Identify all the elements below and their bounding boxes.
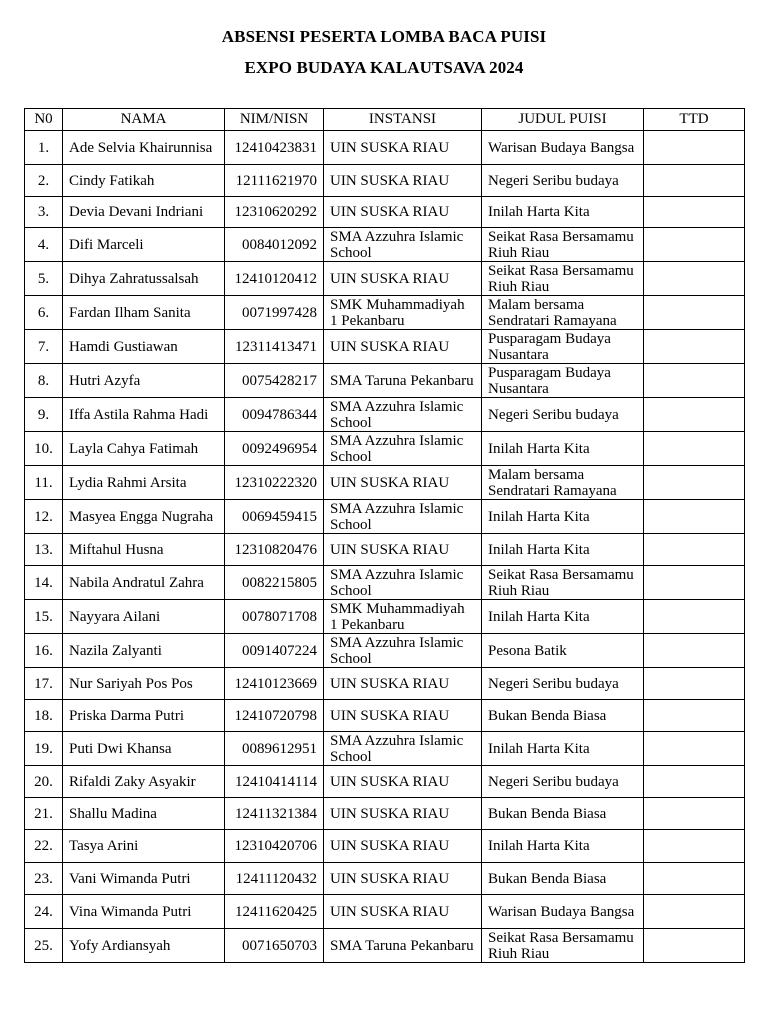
table-row: [25, 165, 745, 197]
table-row: [25, 330, 745, 364]
header-ttd: TTD: [644, 109, 745, 131]
nim-nisn: 12411120432: [225, 863, 324, 895]
institution: UIN SUSKA RIAU: [324, 534, 482, 566]
institution: UIN SUSKA RIAU: [324, 668, 482, 700]
signature-cell: [644, 700, 745, 732]
nim-nisn: 0091407224: [225, 634, 324, 668]
participant-name: Nabila Andratul Zahra: [63, 566, 225, 600]
participant-name: Priska Darma Putri: [63, 700, 225, 732]
nim-nisn: 0075428217: [225, 364, 324, 398]
institution: SMA Taruna Pekanbaru: [324, 364, 482, 398]
poem-title: Pusparagam Budaya Nusantara: [482, 364, 644, 398]
signature-cell: [644, 798, 745, 830]
nim-nisn: 12410720798: [225, 700, 324, 732]
nim-nisn: 12410414114: [225, 766, 324, 798]
poem-title: Malam bersama Sendratari Ramayana: [482, 296, 644, 330]
row-number: 9.: [25, 398, 63, 432]
participant-name: Difi Marceli: [63, 228, 225, 262]
row-number: 3.: [25, 197, 63, 228]
institution: UIN SUSKA RIAU: [324, 798, 482, 830]
poem-title: Bukan Benda Biasa: [482, 863, 644, 895]
signature-cell: [644, 929, 745, 963]
row-number: 10.: [25, 432, 63, 466]
table-row: [25, 566, 745, 600]
institution: UIN SUSKA RIAU: [324, 197, 482, 228]
row-number: 4.: [25, 228, 63, 262]
nim-nisn: 12311413471: [225, 330, 324, 364]
signature-cell: [644, 398, 745, 432]
institution: SMA Azzuhra Islamic School: [324, 566, 482, 600]
header-judul: JUDUL PUISI: [482, 109, 644, 131]
row-number: 25.: [25, 929, 63, 963]
poem-title: Seikat Rasa Bersamamu Riuh Riau: [482, 566, 644, 600]
signature-cell: [644, 131, 745, 165]
participant-name: Nayyara Ailani: [63, 600, 225, 634]
nim-nisn: 12310820476: [225, 534, 324, 566]
signature-cell: [644, 732, 745, 766]
nim-nisn: 12310620292: [225, 197, 324, 228]
row-number: 8.: [25, 364, 63, 398]
nim-nisn: 12411620425: [225, 895, 324, 929]
poem-title: Inilah Harta Kita: [482, 600, 644, 634]
table-row: [25, 432, 745, 466]
signature-cell: [644, 432, 745, 466]
poem-title: Inilah Harta Kita: [482, 432, 644, 466]
table-row: [25, 131, 745, 165]
institution: UIN SUSKA RIAU: [324, 863, 482, 895]
institution: UIN SUSKA RIAU: [324, 330, 482, 364]
table-row: [25, 732, 745, 766]
nim-nisn: 12410123669: [225, 668, 324, 700]
poem-title: Inilah Harta Kita: [482, 830, 644, 863]
signature-cell: [644, 296, 745, 330]
row-number: 7.: [25, 330, 63, 364]
signature-cell: [644, 600, 745, 634]
signature-cell: [644, 830, 745, 863]
poem-title: Warisan Budaya Bangsa: [482, 131, 644, 165]
poem-title: Seikat Rasa Bersamamu Riuh Riau: [482, 262, 644, 296]
poem-title: Bukan Benda Biasa: [482, 798, 644, 830]
row-number: 24.: [25, 895, 63, 929]
nim-nisn: 0094786344: [225, 398, 324, 432]
institution: UIN SUSKA RIAU: [324, 466, 482, 500]
header-instansi: INSTANSI: [324, 109, 482, 131]
poem-title: Malam bersama Sendratari Ramayana: [482, 466, 644, 500]
institution: SMA Azzuhra Islamic School: [324, 634, 482, 668]
row-number: 11.: [25, 466, 63, 500]
signature-cell: [644, 500, 745, 534]
participant-name: Puti Dwi Khansa: [63, 732, 225, 766]
header-no: N0: [25, 109, 63, 131]
participant-name: Fardan Ilham Sanita: [63, 296, 225, 330]
poem-title: Seikat Rasa Bersamamu Riuh Riau: [482, 228, 644, 262]
institution: UIN SUSKA RIAU: [324, 165, 482, 197]
institution: SMK Muhammadiyah 1 Pekanbaru: [324, 296, 482, 330]
header-nama: NAMA: [63, 109, 225, 131]
row-number: 6.: [25, 296, 63, 330]
document-subtitle: EXPO BUDAYA KALAUTSAVA 2024: [244, 58, 524, 77]
signature-cell: [644, 364, 745, 398]
nim-nisn: 12410120412: [225, 262, 324, 296]
table-row: [25, 534, 745, 566]
table-row: [25, 262, 745, 296]
table-row: [25, 500, 745, 534]
participant-name: Layla Cahya Fatimah: [63, 432, 225, 466]
poem-title: Negeri Seribu budaya: [482, 766, 644, 798]
poem-title: Bukan Benda Biasa: [482, 700, 644, 732]
table-row: [25, 398, 745, 432]
nim-nisn: 12411321384: [225, 798, 324, 830]
nim-nisn: 0084012092: [225, 228, 324, 262]
table-row: [25, 634, 745, 668]
document-title: ABSENSI PESERTA LOMBA BACA PUISI: [221, 27, 547, 46]
signature-cell: [644, 668, 745, 700]
nim-nisn: 12310222320: [225, 466, 324, 500]
participant-name: Nur Sariyah Pos Pos: [63, 668, 225, 700]
signature-cell: [644, 466, 745, 500]
poem-title: Inilah Harta Kita: [482, 500, 644, 534]
participant-name: Shallu Madina: [63, 798, 225, 830]
row-number: 13.: [25, 534, 63, 566]
signature-cell: [644, 228, 745, 262]
participant-name: Iffa Astila Rahma Hadi: [63, 398, 225, 432]
attendance-table: [24, 108, 745, 963]
poem-title: Pesona Batik: [482, 634, 644, 668]
poem-title: Inilah Harta Kita: [482, 534, 644, 566]
institution: SMA Azzuhra Islamic School: [324, 228, 482, 262]
poem-title: Inilah Harta Kita: [482, 732, 644, 766]
row-number: 18.: [25, 700, 63, 732]
table-row: [25, 466, 745, 500]
participant-name: Rifaldi Zaky Asyakir: [63, 766, 225, 798]
table-row: [25, 798, 745, 830]
signature-cell: [644, 766, 745, 798]
institution: UIN SUSKA RIAU: [324, 131, 482, 165]
table-row: [25, 895, 745, 929]
row-number: 16.: [25, 634, 63, 668]
participant-name: Yofy Ardiansyah: [63, 929, 225, 963]
nim-nisn: 0071650703: [225, 929, 324, 963]
table-row: [25, 863, 745, 895]
row-number: 5.: [25, 262, 63, 296]
poem-title: Negeri Seribu budaya: [482, 398, 644, 432]
nim-nisn: 0078071708: [225, 600, 324, 634]
poem-title: Negeri Seribu budaya: [482, 165, 644, 197]
signature-cell: [644, 197, 745, 228]
institution: UIN SUSKA RIAU: [324, 766, 482, 798]
table-row: [25, 668, 745, 700]
poem-title: Pusparagam Budaya Nusantara: [482, 330, 644, 364]
poem-title: Inilah Harta Kita: [482, 197, 644, 228]
header-nim: NIM/NISN: [225, 109, 324, 131]
table-row: [25, 296, 745, 330]
row-number: 14.: [25, 566, 63, 600]
nim-nisn: 0069459415: [225, 500, 324, 534]
table-row: [25, 197, 745, 228]
participant-name: Hutri Azyfa: [63, 364, 225, 398]
signature-cell: [644, 863, 745, 895]
signature-cell: [644, 634, 745, 668]
nim-nisn: 0089612951: [225, 732, 324, 766]
participant-name: Cindy Fatikah: [63, 165, 225, 197]
row-number: 21.: [25, 798, 63, 830]
participant-name: Miftahul Husna: [63, 534, 225, 566]
nim-nisn: 12111621970: [225, 165, 324, 197]
participant-name: Devia Devani Indriani: [63, 197, 225, 228]
row-number: 2.: [25, 165, 63, 197]
institution: SMK Muhammadiyah 1 Pekanbaru: [324, 600, 482, 634]
participant-name: Vina Wimanda Putri: [63, 895, 225, 929]
table-row: [25, 766, 745, 798]
table-row: [25, 929, 745, 963]
participant-name: Nazila Zalyanti: [63, 634, 225, 668]
institution: UIN SUSKA RIAU: [324, 262, 482, 296]
row-number: 20.: [25, 766, 63, 798]
nim-nisn: 12310420706: [225, 830, 324, 863]
institution: SMA Azzuhra Islamic School: [324, 398, 482, 432]
row-number: 1.: [25, 131, 63, 165]
nim-nisn: 0092496954: [225, 432, 324, 466]
table-row: [25, 830, 745, 863]
participant-name: Hamdi Gustiawan: [63, 330, 225, 364]
row-number: 12.: [25, 500, 63, 534]
row-number: 22.: [25, 830, 63, 863]
participant-name: Vani Wimanda Putri: [63, 863, 225, 895]
participant-name: Ade Selvia Khairunnisa: [63, 131, 225, 165]
participant-name: Lydia Rahmi Arsita: [63, 466, 225, 500]
institution: UIN SUSKA RIAU: [324, 700, 482, 732]
row-number: 15.: [25, 600, 63, 634]
institution: SMA Azzuhra Islamic School: [324, 432, 482, 466]
institution: UIN SUSKA RIAU: [324, 830, 482, 863]
poem-title: Warisan Budaya Bangsa: [482, 895, 644, 929]
row-number: 23.: [25, 863, 63, 895]
table-row: [25, 600, 745, 634]
institution: SMA Azzuhra Islamic School: [324, 732, 482, 766]
participant-name: Dihya Zahratussalsah: [63, 262, 225, 296]
participant-name: Masyea Engga Nugraha: [63, 500, 225, 534]
poem-title: Seikat Rasa Bersamamu Riuh Riau: [482, 929, 644, 963]
participant-name: Tasya Arini: [63, 830, 225, 863]
table-row: [25, 700, 745, 732]
table-row: [25, 364, 745, 398]
table-header-row: [25, 109, 745, 131]
institution: SMA Azzuhra Islamic School: [324, 500, 482, 534]
row-number: 17.: [25, 668, 63, 700]
signature-cell: [644, 330, 745, 364]
signature-cell: [644, 262, 745, 296]
nim-nisn: 0082215805: [225, 566, 324, 600]
signature-cell: [644, 895, 745, 929]
signature-cell: [644, 534, 745, 566]
institution: UIN SUSKA RIAU: [324, 895, 482, 929]
institution: SMA Taruna Pekanbaru: [324, 929, 482, 963]
nim-nisn: 0071997428: [225, 296, 324, 330]
signature-cell: [644, 165, 745, 197]
table-row: [25, 228, 745, 262]
signature-cell: [644, 566, 745, 600]
nim-nisn: 12410423831: [225, 131, 324, 165]
poem-title: Negeri Seribu budaya: [482, 668, 644, 700]
row-number: 19.: [25, 732, 63, 766]
